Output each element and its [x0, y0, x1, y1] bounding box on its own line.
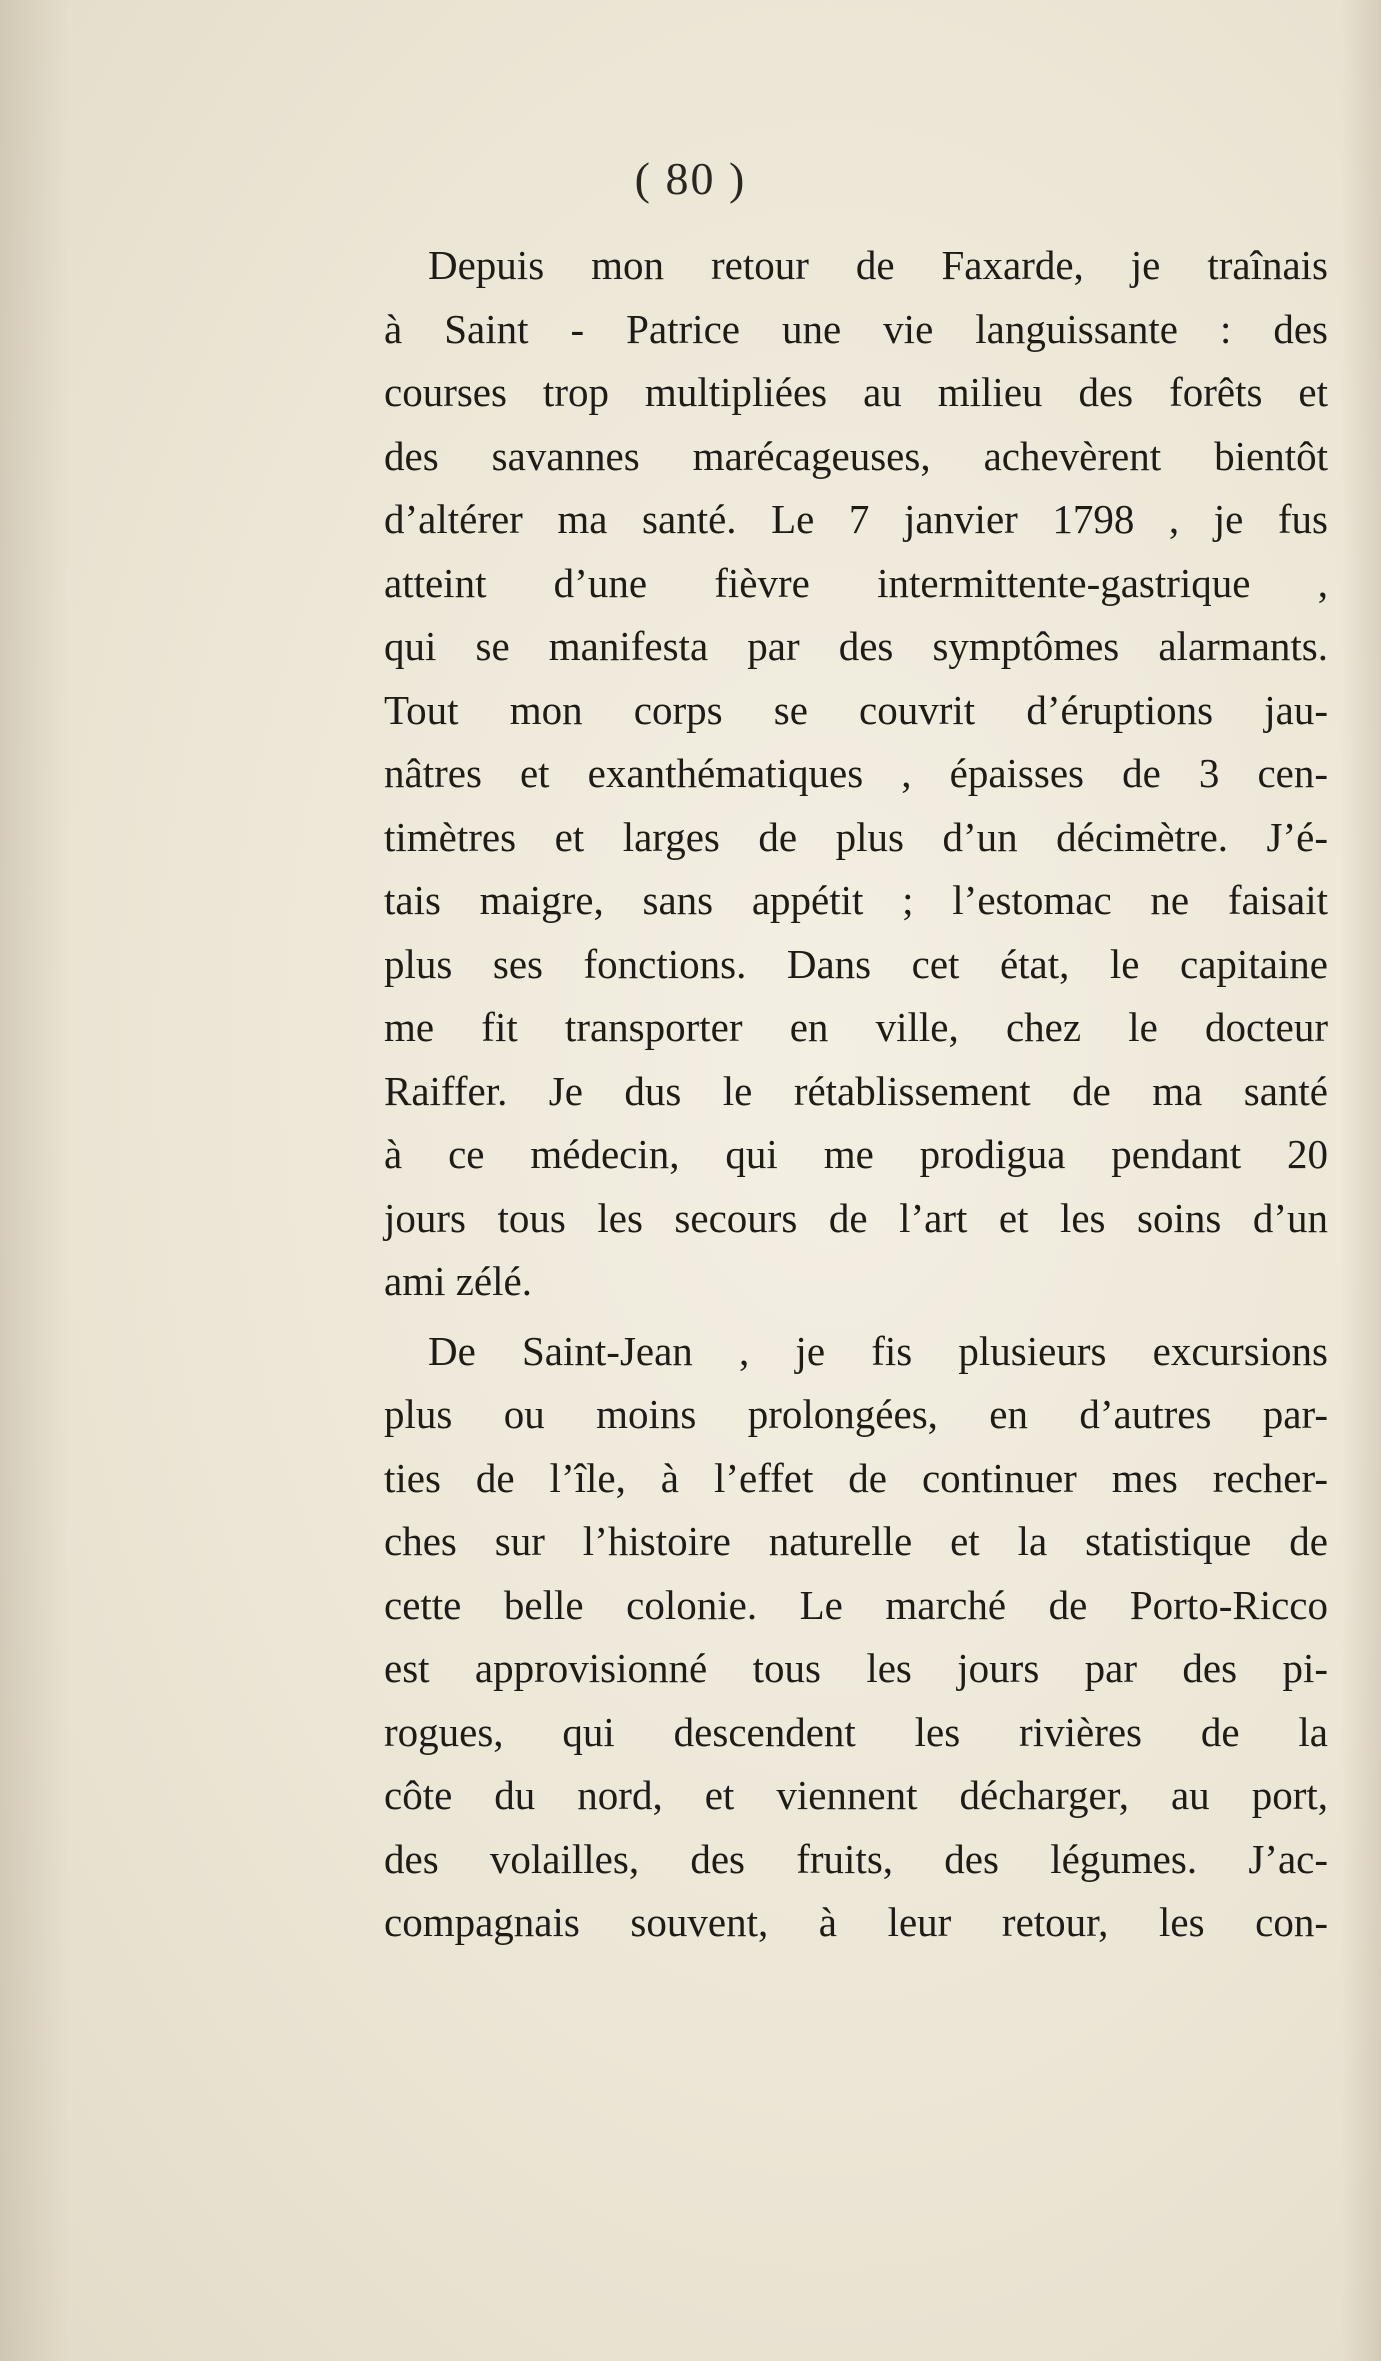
- text-line: tais maigre, sans appétit ; l’estomac ne faisait: [384, 877, 1328, 923]
- body-text: [384, 234, 1328, 1955]
- text-line: côte du nord, et viennent décharger, au port,: [384, 1772, 1328, 1818]
- text-line: ties de l’île, à l’effet de continuer mes recher-: [384, 1454, 1328, 1501]
- text-line: Raiffer. Je dus le rétablissement de ma santé: [384, 1067, 1328, 1114]
- text-line: timètres et larges de plus d’un décimètre. J’é-: [384, 813, 1328, 860]
- text-line: De Saint-Jean , je fis plusieurs excursions: [428, 1327, 1328, 1374]
- text-line: plus ou moins prolongées, en d’autres par-: [384, 1391, 1328, 1437]
- text-line: ami zélé.: [384, 1258, 532, 1304]
- paragraph-1: [384, 234, 1328, 1314]
- text-line: courses trop multipliées au milieu des forêts et: [384, 369, 1328, 415]
- text-line: compagnais souvent, à leur retour, les con-: [384, 1899, 1328, 1945]
- page-number: ( 80 ): [634, 153, 747, 204]
- text-line: des savannes marécageuses, achevèrent bientôt: [384, 432, 1328, 479]
- paragraph-2: [384, 1320, 1328, 1955]
- text-line: à Saint - Patrice une vie languissante : des: [384, 305, 1328, 352]
- text-line: ches sur l’histoire naturelle et la statistique de: [384, 1518, 1328, 1564]
- text-line: plus ses fonctions. Dans cet état, le capitaine: [384, 940, 1328, 987]
- text-line: cette belle colonie. Le marché de Porto-Ricco: [384, 1581, 1328, 1628]
- text-line: nâtres et exanthématiques , épaisses de 3 cen-: [384, 750, 1328, 796]
- text-line: à ce médecin, qui me prodigua pendant 20: [384, 1131, 1328, 1177]
- gutter-shadow: [0, 0, 70, 2361]
- text-line: me fit transporter en ville, chez le docteur: [384, 1004, 1328, 1050]
- text-line: rogues, qui descendent les rivières de la: [384, 1708, 1328, 1755]
- text-line: jours tous les secours de l’art et les soins d’un: [384, 1194, 1328, 1241]
- text-line: atteint d’une fièvre intermittente-gastrique ,: [384, 559, 1328, 606]
- text-line: est approvisionné tous les jours par des pi-: [384, 1645, 1328, 1691]
- text-line: d’altérer ma santé. Le 7 janvier 1798 , je fus: [384, 496, 1328, 542]
- page-edge-shadow: [1341, 0, 1381, 2361]
- text-line: Depuis mon retour de Faxarde, je traînais: [428, 242, 1328, 288]
- text-line: qui se manifesta par des symptômes alarmants.: [384, 623, 1328, 669]
- text-line: des volailles, des fruits, des légumes. J’ac-: [384, 1835, 1328, 1882]
- text-line: Tout mon corps se couvrit d’éruptions jau-: [384, 686, 1328, 733]
